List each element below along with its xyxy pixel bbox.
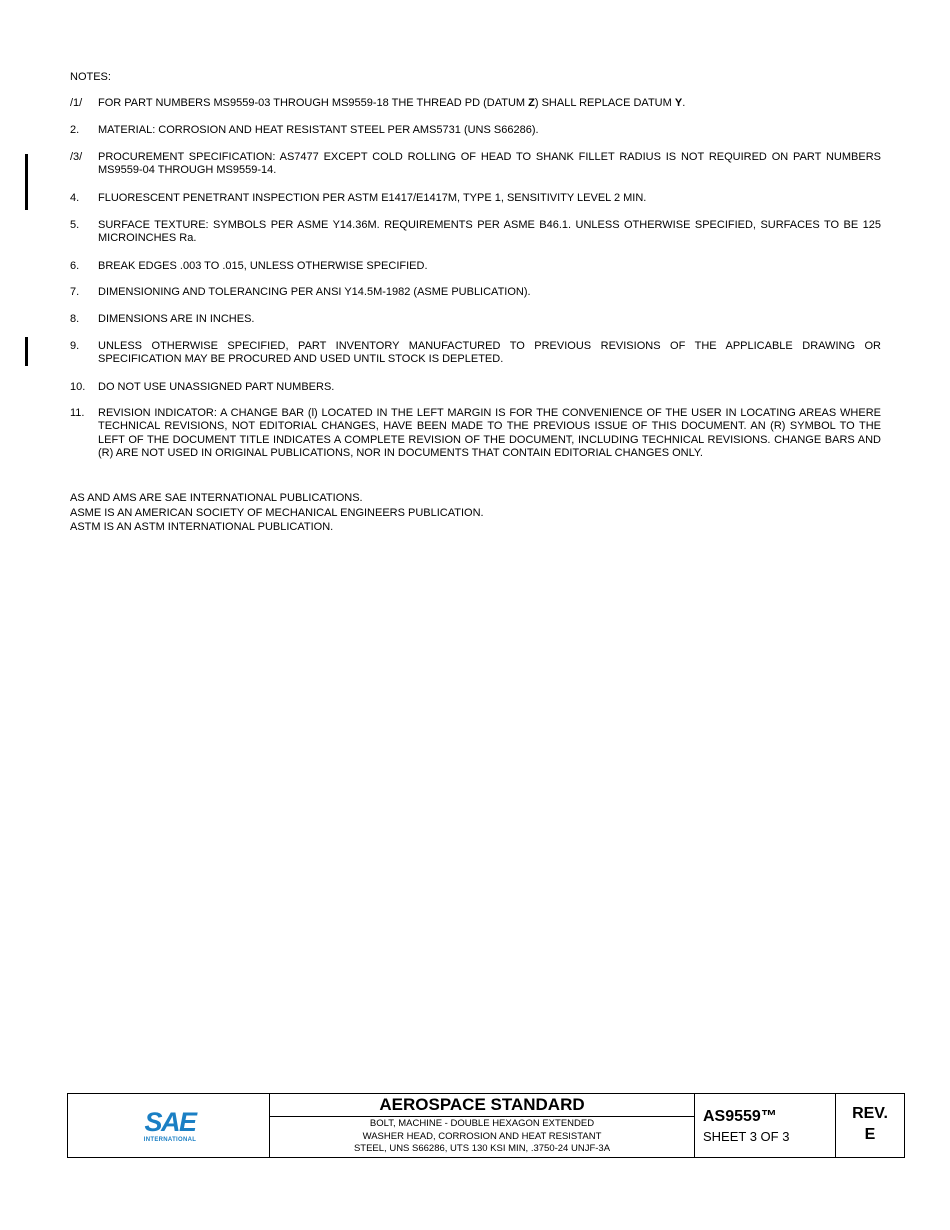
note-5 [70, 219, 881, 246]
note-9 [70, 340, 881, 367]
note-4 [70, 192, 881, 205]
note-text: MATERIAL: CORROSION AND HEAT RESISTANT STEEL PER AMS5731 (UNS S66286). [98, 124, 539, 136]
note-text: FOR PART NUMBERS MS9559-03 THROUGH MS9559-18 THE THREAD PD (DATUM Z) SHALL REPLACE DATUM Y. [98, 97, 686, 109]
document-number: AS9559™ [703, 1108, 777, 1125]
note-number: 4. [70, 192, 80, 204]
sae-logo [136, 1108, 204, 1146]
note-2 [70, 124, 881, 137]
note-number: 7. [70, 286, 80, 298]
notes-heading: NOTES: [70, 71, 111, 83]
note-text: PROCUREMENT SPECIFICATION: AS7477 EXCEPT COLD ROLLING OF HEAD TO SHANK FILLET RADIUS IS NOT REQUIRED ON PART NUMBERS MS9559-04 THROUGH MS9559-14. [98, 151, 881, 177]
sheet-number: SHEET 3 OF 3 [703, 1129, 790, 1144]
note-8 [70, 313, 881, 326]
description-line: BOLT, MACHINE - DOUBLE HEXAGON EXTENDED [369, 1118, 595, 1129]
description-line: WASHER HEAD, CORROSION AND HEAT RESISTANT [362, 1130, 602, 1142]
note-number: /1/ [70, 97, 83, 109]
note-number: 11. [70, 407, 85, 419]
note-text: REVISION INDICATOR: A CHANGE BAR (l) LOCATED IN THE LEFT MARGIN IS FOR THE CONVENIENCE OF THE USER IN LOCATING AREAS WHERE TECHNICAL REVISIONS, NOT EDITORIAL CHANGES, HAVE BEEN MADE TO THE PREVIOUS ISSUE OF THIS DOCUMENT. AN (R) SYMBOL TO THE LEFT OF THE DOCUMENT TITLE INDICATES A COMPLETE REVISION OF THE DOCUMENT, INCLUDING TECHNICAL REVISIONS. CHANGE BARS AND (R) ARE NOT USED IN ORIGINAL PUBLICATIONS, NOR IN DOCUMENTS THAT CONTAIN EDITORIAL CHANGES ONLY. [98, 407, 881, 460]
revision-cell [836, 1094, 904, 1157]
note-number: 6. [70, 260, 80, 272]
document-number-cell [695, 1094, 836, 1157]
note-number: 8. [70, 313, 80, 325]
standard-title: AEROSPACE STANDARD [270, 1094, 694, 1117]
note-1 [70, 97, 881, 110]
revision-label: REV. [852, 1105, 888, 1122]
note-3 [70, 151, 881, 178]
note-text: BREAK EDGES .003 TO .015, UNLESS OTHERWISE SPECIFIED. [98, 260, 428, 272]
logo-cell [68, 1094, 270, 1157]
note-7 [70, 286, 881, 299]
standard-cell [270, 1094, 695, 1157]
note-number: 9. [70, 340, 80, 352]
note-10 [70, 381, 881, 394]
publication-line: AS AND AMS ARE SAE INTERNATIONAL PUBLICATIONS. [70, 492, 363, 504]
change-bar [25, 154, 28, 210]
publication-references [70, 491, 484, 535]
note-text: SURFACE TEXTURE: SYMBOLS PER ASME Y14.36M. REQUIREMENTS PER ASME B46.1. UNLESS OTHERWISE SPECIFIED, SURFACES TO BE 125 MICROINCHES Ra. [98, 219, 881, 245]
logo-wordmark: SAE [144, 1107, 196, 1137]
publication-line: ASTM IS AN ASTM INTERNATIONAL PUBLICATION. [70, 521, 334, 534]
logo-subtext: INTERNATIONAL [143, 1137, 197, 1143]
note-number: 2. [70, 124, 80, 136]
note-text: FLUORESCENT PENETRANT INSPECTION PER ASTM E1417/E1417M, TYPE 1, SENSITIVITY LEVEL 2 MIN. [98, 192, 647, 204]
note-6 [70, 260, 881, 273]
note-11 [70, 407, 881, 461]
note-number: 10. [70, 381, 86, 393]
change-bar [25, 337, 28, 366]
description-line: STEEL, UNS S66286, UTS 130 KSI MIN, .3750-24 UNJF-3A [353, 1143, 611, 1155]
note-text: DIMENSIONS ARE IN INCHES. [98, 313, 255, 325]
note-number: 5. [70, 219, 80, 231]
note-text: DIMENSIONING AND TOLERANCING PER ANSI Y14.5M-1982 (ASME PUBLICATION). [98, 286, 531, 298]
note-number: /3/ [70, 151, 83, 163]
title-block [67, 1093, 905, 1158]
note-text: UNLESS OTHERWISE SPECIFIED, PART INVENTORY MANUFACTURED TO PREVIOUS REVISIONS OF THE APPLICABLE DRAWING OR SPECIFICATION MAY BE PROCURED AND USED UNTIL STOCK IS DEPLETED. [98, 340, 881, 366]
publication-line: ASME IS AN AMERICAN SOCIETY OF MECHANICAL ENGINEERS PUBLICATION. [70, 506, 484, 519]
standard-description [270, 1118, 694, 1156]
note-text: DO NOT USE UNASSIGNED PART NUMBERS. [98, 381, 335, 393]
revision-value: E [864, 1126, 876, 1143]
